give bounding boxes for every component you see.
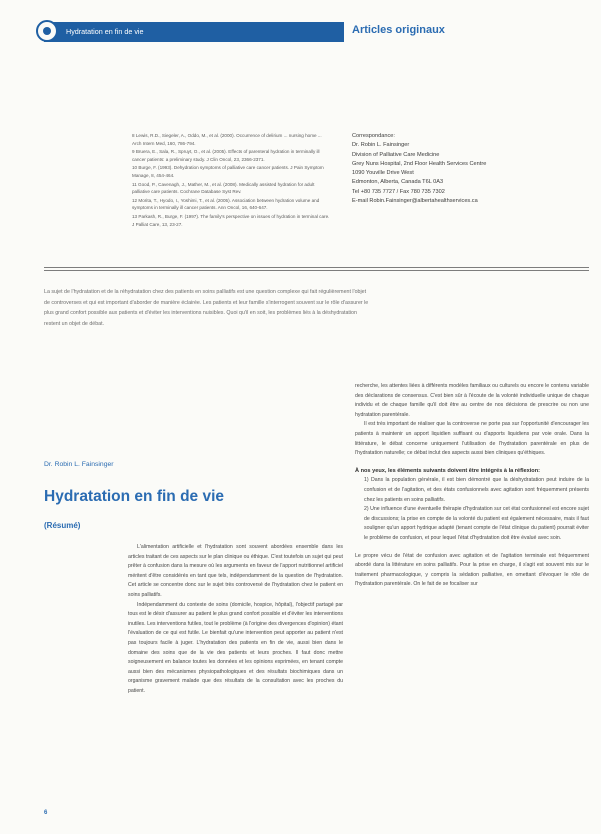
section-heading: À nos yeux, les éléments suivants doivent être intégrés à la réflexion: <box>355 467 540 474</box>
body-column-left <box>128 543 343 697</box>
paragraph: Indépendamment du contexte de soins (domicile, hospice, hôpital), l'objectif partagé par tous est le désir d'assurer au patient le plus grand confort possible et d'éviter les interventions inutiles. Les interventions futiles, tout le problème (à l'origine des divergences d'opinion) étant l'évaluation de ce qui est futile. Le bienfait qu'une intervention peut apporter au patient n'est pas toujours facile à juger. L'hydratation des patients en fin de vie, aussi bien dans le domaine des soins que de la vie des patients et leurs proches. Il faut donc mettre soigneusement en balance toutes les données et les opinions exprimées, en tenant compte aussi bien des mécanismes physiopathologiques et des résultats biochimiques dans un organisme gravement malade que des résultats de la consultation avec les proches du patient. <box>128 601 343 694</box>
correspondence-name: Dr. Robin L. Fainsinger <box>352 142 410 149</box>
correspondence-heading: Correspondance: <box>352 133 395 139</box>
divider <box>44 267 589 268</box>
reference-item: 10 Burge, F. (1993). Dehydration symptoms of palliative care cancer patients. J Pain Symptom Manage, 8, 454-464. <box>132 165 324 178</box>
reference-list <box>132 132 332 229</box>
reference-item: 9 Bruera, E., Sala, R., Spruyt, O., et al. (2005). Effects of parenteral hydration in terminally ill cancer patients: a preliminary study. J Clin Oncol, 23, 2366-2371. <box>132 149 320 162</box>
body-column-right <box>355 382 589 590</box>
abstract-intro: La sujet de l'hydratation et de la réhydratation chez des patients en soins palliatifs est une question complexe qui fait régulièrement l'objet de controverses et qui est important d'aborder de manière éclairée. Les patients et leur famille s'interrogent souvent sur le rôle d'assurer le plus grand confort possible aux patients et d'éviter les interventions nuisibles. Quoi qu'il en soit, les problèmes liés à la déshydratation restent un objet de débat. <box>44 289 369 327</box>
reference-item: 13 Parkash, R., Burge, F. (1997). The family's perspective on issues of hydration in terminal care. J Palliat Care, 13, 23-27. <box>132 213 330 227</box>
article-title: Hydratation en fin de vie <box>44 488 225 505</box>
correspondence-line: Tel +80 735 7727 / Fax 780 735 7302 <box>352 188 445 195</box>
paragraph: Il est très important de réaliser que la controverse ne porte pas sur l'opportunité d'encourager les patients à maintenir un apport liquidien suffisant ou d'apports liquidiens par voie orale. Dans la littérature, le débat concerne uniquement l'utilisation de l'hydratation parentérale en plus de l'hydratation naturelle; ce débat inclut des aspects aussi bien cliniques qu'éthiques. <box>355 421 589 457</box>
reference-item: 8 Lewis, R.D., Siegeler, A., Oddo, M., et al. (2000). Occurrence of delirium ... nursing home ... Arch Intern Med, 160, 786-794. <box>132 133 322 146</box>
list-item: 1) Dans la population générale, il est bien démontré que la déshydratation peut induire de la confusion et de l'agitation, et des états confusionnels avec agitation sont fréquemment présents chez les patients en soins palliatifs. <box>364 477 589 503</box>
correspondence-line: 1090 Youville Drive West <box>352 170 414 177</box>
correspondence-line: Edmonton, Alberta, Canada T6L 0A3 <box>352 179 444 186</box>
list-item: 2) Une influence d'une éventuelle thérapie d'hydratation sur cet état confusionnel est encore sujet de discussions; la prise en compte de la volonté du patient est également nécessaire, mais il faut souligner qu'un apport hydrique adapté (tenant compte de l'état clinique du patient) pourrait éviter le problème de confusion, et pour lequel l'état d'hydratation doit être évalué avec soin. <box>364 506 589 541</box>
paragraph: recherche, les attentes liées à différents modèles familiaux ou culturels ou encore le contenu variable des déclarations de consensus. C'est bien sûr à l'écoute de la volonté individuelle unique de chaque individu et de chaque famille qu'il doit être au centre de nos décisions de prescrire ou non une hydratation parentérale. <box>355 383 589 418</box>
running-title: Hydratation en fin de vie <box>66 27 144 36</box>
reference-item: 11 Good, P., Cavenagh, J., Mather, M., et al. (2008). Medically assisted hydration for adult palliative care patients. Cochrane Database Syst Rev. <box>132 181 315 195</box>
header-bullet-icon <box>36 20 58 42</box>
correspondence-block <box>352 132 577 206</box>
divider <box>44 270 589 271</box>
numbered-list <box>355 476 589 543</box>
article-subtitle: (Résumé) <box>44 521 81 530</box>
page-number: 6 <box>44 810 48 816</box>
page-header <box>0 0 601 62</box>
paragraph: Le propre vécu de l'état de confusion avec agitation et de l'agitation terminale est fréquemment abordé dans la littérature en soins palliatifs. Pour la prise en charge, il s'agit est souvent mis sur le traitement pharmacologique, y compris la sédation palliative, en omettant d'évoquer le rôle de l'hydratation parentérale. On le fait de se focaliser sur <box>355 552 589 588</box>
section-label: Articles originaux <box>352 24 445 36</box>
reference-item: 12 Morita, T., Hyodo, I., Yoshimi, T., et al. (2005). Association between hydration volume and symptoms in terminally ill cancer patients. Ann Oncol, 16, 640-647. <box>132 197 320 211</box>
paragraph: L'alimentation artificielle et l'hydratation sont souvent abordées ensemble dans les articles traitant de ces aspects sur le plan clinique ou éthique. C'est toutefois un sujet qui peut prêter à confusion dans la mesure où les arguments en faveur de l'apport nutritionnel artificiel méritent d'être considérés en tant que tels, indépendamment de la question de l'hydratation. Cet article se concentre donc sur le sujet très controversé de l'hydratation chez le patient en soins palliatifs. <box>128 544 343 598</box>
correspondence-line: Division of Palliative Care Medicine <box>352 151 440 158</box>
article-author: Dr. Robin L. Fainsinger <box>44 461 114 468</box>
correspondence-email: E-mail Robin.Fainsinger@albertahealthservices.ca <box>352 198 478 205</box>
correspondence-line: Grey Nuns Hospital, 2nd Floor Health Services Centre <box>352 160 487 167</box>
running-title-bar <box>44 22 344 42</box>
